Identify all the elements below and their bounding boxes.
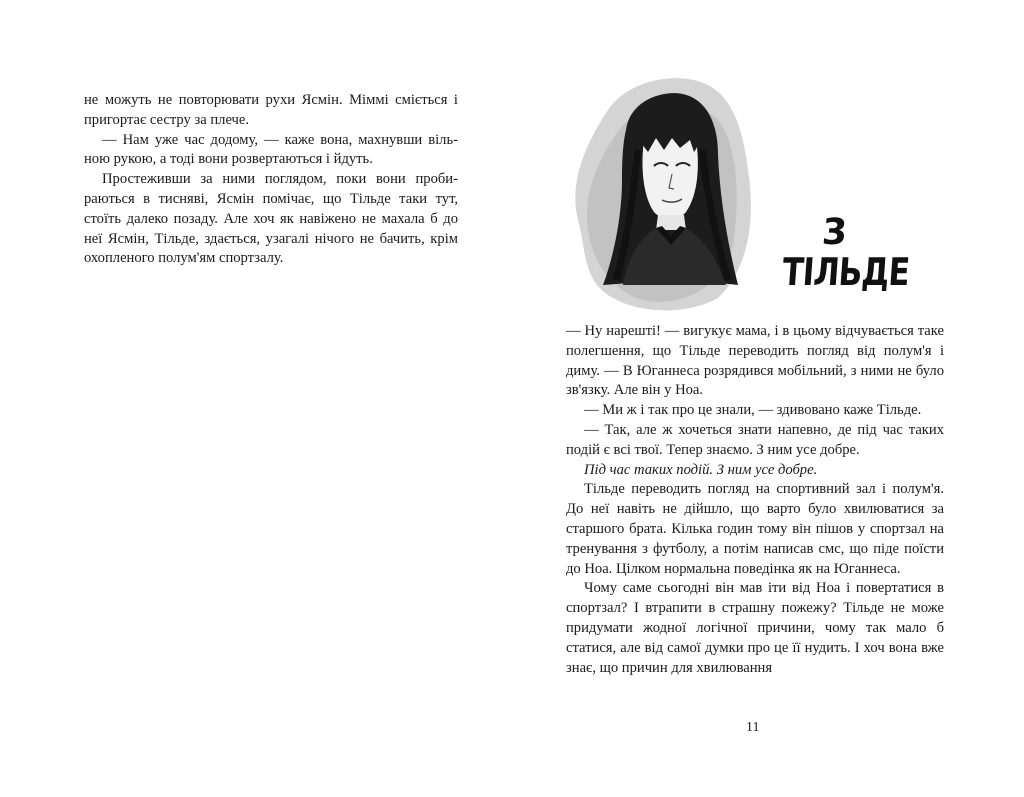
right-page-text bbox=[566, 322, 944, 678]
girl-portrait-illustration bbox=[568, 70, 758, 315]
paragraph-italic: Під час таких подій. З ним усе добре. bbox=[584, 461, 818, 478]
paragraph: не можуть не повторювати рухи Ясмін. Міммі сміється і пригортає сестру за плече. bbox=[84, 92, 458, 128]
chapter-number: 3 bbox=[820, 212, 850, 253]
page-number: 11 bbox=[746, 720, 760, 735]
paragraph: — Так, але ж хочеться знати напевно, де під час таких подій є всі твої. Тепер знаємо. З ним усе добре. bbox=[566, 421, 944, 458]
right-page bbox=[512, 0, 1024, 797]
paragraph: Тільде переводить погляд на спортивний зал і полум'я. До неї навіть не дійшло, що варто було хвилюватися за старшого брата. Кілька годин тому він пішов у спортзал на тренування з футболу, а потім написав смс, що піде поїсти до Ноа. Цілком нормальна поведінка як на Юганнеса. bbox=[566, 481, 944, 577]
paragraph: — Нам уже час додому, — каже вона, махнувши вільною рукою, а тоді вони розвертаються і йдуть. bbox=[84, 131, 458, 168]
paragraph: — Ну нарешті! — вигукує мама, і в цьому відчувається таке полегшення, що Тільде переводить погляд від полум'я і диму. — В Юганнеса розрядився мобільний, з ними не було зв'язку. Але він у Ноа. bbox=[566, 323, 944, 399]
chapter-title: ТІЛЬДЕ bbox=[780, 250, 911, 294]
paragraph: Простеживши за ними поглядом, поки вони пробираються в тисняві, Ясмін помічає, що Тільде таки тут, стоїть далеко позаду. Але хоч як навіжено не махала б до неї Ясмін, Тільде, здається, узагалі нічого не бачить, крім охопленого полум'ям спортзалу. bbox=[84, 171, 458, 267]
paragraph: — Ми ж і так про це знали, — здивовано каже Тільде. bbox=[584, 402, 922, 419]
paragraph: Чому саме сьогодні він мав іти від Ноа і повертатися в спортзал? І втрапити в страшну пожежу? Тільде не може придумати жодної логічної причини, чому так мало б статися, але від самої думки про це її нудить. І хоч вона вже знає, що причин для хвилювання bbox=[566, 580, 944, 676]
left-page-text bbox=[84, 91, 458, 269]
